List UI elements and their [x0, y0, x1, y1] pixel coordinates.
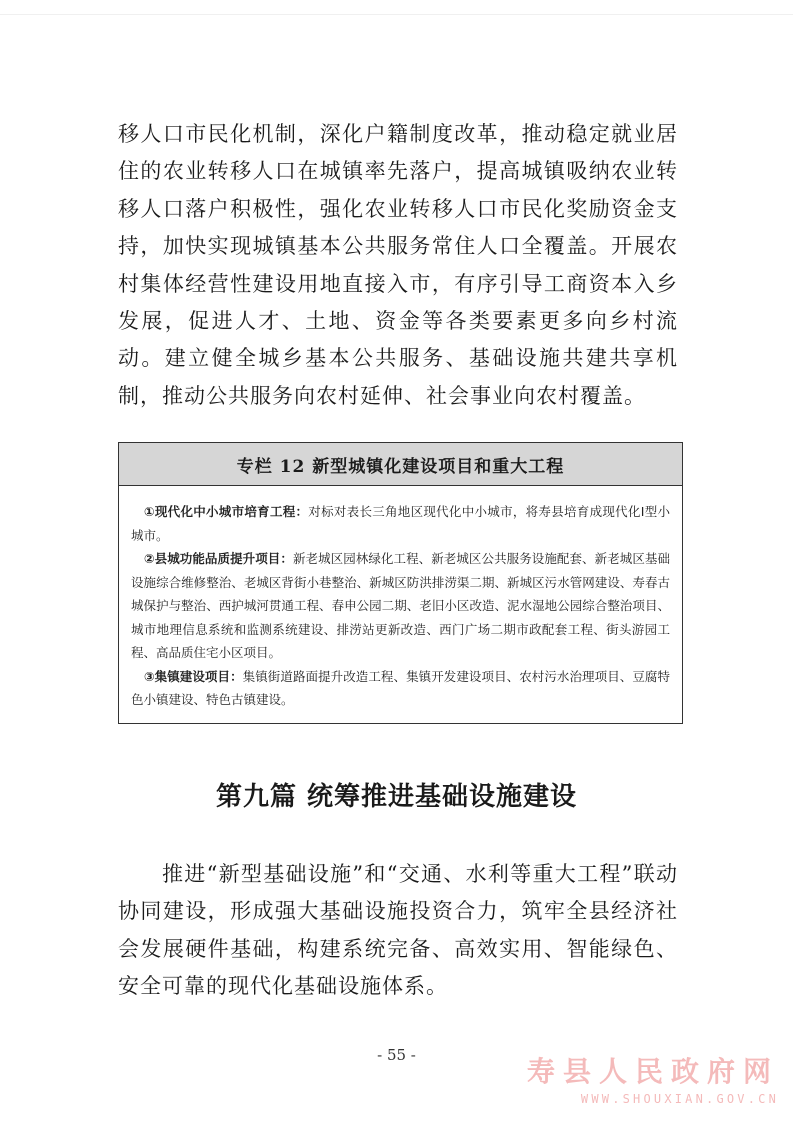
box-item-3-text: 集镇街道路面提升改造工程、集镇开发建设项目、农村污水治理项目、豆腐特色小镇建设、特色古镇建设。 [131, 668, 670, 707]
box-item-1-text: 对标对表长三角地区现代化中小城市，将寿县培育成现代化Ⅰ型小城市。 [131, 504, 670, 543]
section-heading: 第九篇 统筹推进基础设施建设 [215, 782, 578, 812]
box-item-3-lead: ③集镇建设项目： [144, 668, 243, 684]
box-item-2 [131, 547, 670, 665]
box-item-2-text: 新老城区园林绿化工程、新老城区公共服务设施配套、新老城区基础设施综合维修整治、老城区背街小巷整治、新城区防洪排涝渠二期、新城区污水管网建设、寿春古城保护与整治、西护城河贯通工程、春申公园二期、老旧小区改造、泥水湿地公园综合整治项目、城市地理信息系统和监测系统建设、排涝站更新改造、西门广场二期市政配套工程、街头游园工程、高品质住宅小区项目。 [131, 551, 670, 660]
body-paragraph-1: 移人口市民化机制，深化户籍制度改革，推动稳定就业居住的农业转移人口在城镇率先落户，提高城镇吸纳农业转移人口落户积极性，强化农业转移人口市民化奖励资金支持，加快实现城镇基本公共服务常住人口全覆盖。开展农村集体经营性建设用地直接入市，有序引导工商资本入乡发展，促进人才、土地、资金等各类要素更多向乡村流动。建立健全城乡基本公共服务、基础设施共建共享机制，推动公共服务向农村延伸、社会事业向农村覆盖。 [118, 122, 678, 408]
box-item-3 [131, 665, 670, 712]
box-title: 专栏 12 新型城镇化建设项目和重大工程 [119, 443, 682, 486]
box-item-1-lead: ①现代化中小城市培育工程： [144, 504, 309, 519]
watermark-url: WWW.SHOUXIAN.GOV.CN [580, 1092, 779, 1106]
box-item-1 [131, 500, 670, 547]
box-body [119, 486, 682, 712]
box-item-2-lead: ②县城功能品质提升项目： [144, 551, 293, 566]
body-paragraph-2: 推进“新型基础设施”和“交通、水利等重大工程”联动协同建设，形成强大基础设施投资合力，筑牢全县经济社会发展硬件基础，构建系统完备、高效实用、智能绿色、安全可靠的现代化基础设施体系。 [118, 862, 678, 999]
scan-edge [0, 14, 793, 15]
special-column-box [118, 442, 683, 724]
page-number: - 55 - [377, 1046, 416, 1064]
watermark-logo [527, 1050, 779, 1106]
watermark-name: 寿县人民政府网 [526, 1055, 779, 1088]
